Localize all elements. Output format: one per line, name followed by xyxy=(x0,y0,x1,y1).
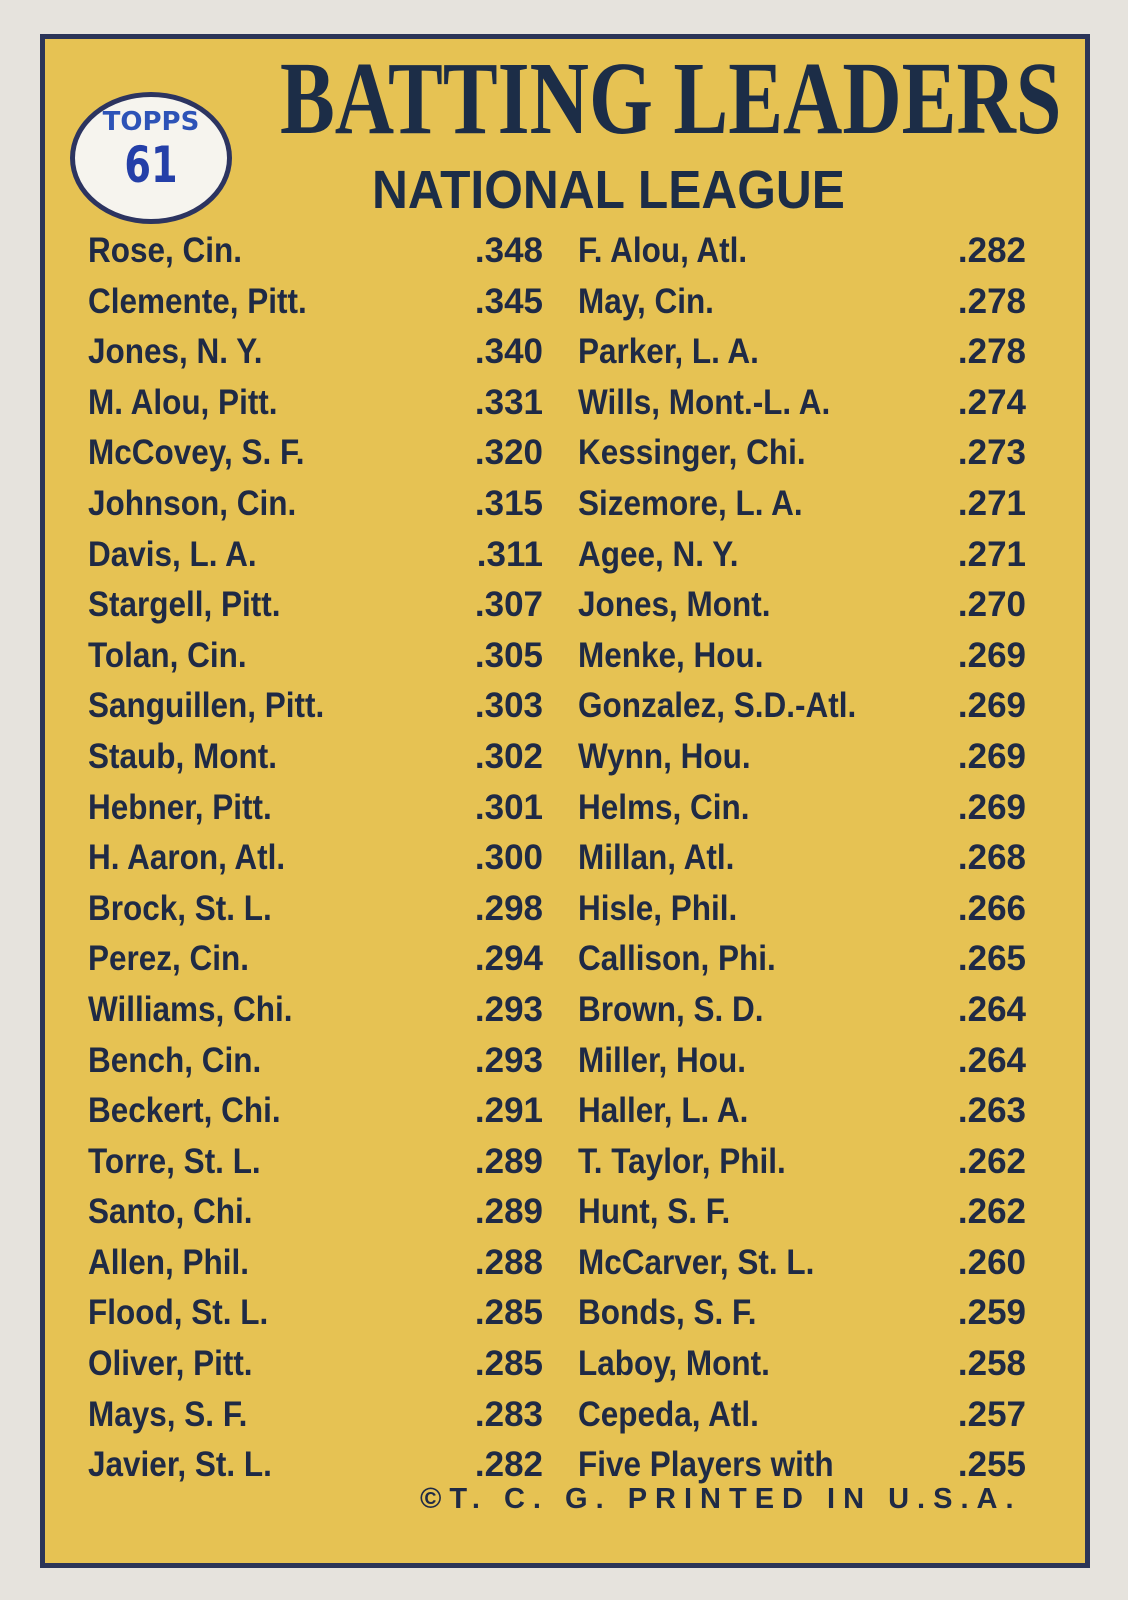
batting-average: .255 xyxy=(957,1445,1026,1485)
batting-average: .265 xyxy=(957,939,1026,979)
batting-average: .263 xyxy=(957,1091,1026,1131)
copyright-footer: ©T. C. G. PRINTED IN U.S.A. xyxy=(420,1483,1022,1515)
player-name: McCarver, St. L. xyxy=(578,1242,815,1282)
player-name: McCovey, S. F. xyxy=(88,433,305,473)
batting-average: .257 xyxy=(957,1394,1026,1434)
player-name: Laboy, Mont. xyxy=(578,1344,770,1384)
player-name: Stargell, Pitt. xyxy=(88,585,281,625)
batting-average: .298 xyxy=(474,888,543,928)
player-name: Cepeda, Atl. xyxy=(578,1394,759,1434)
batting-average: .315 xyxy=(474,483,543,523)
leader-row xyxy=(88,728,543,779)
batting-average: .345 xyxy=(474,281,543,321)
logo-brand-text: TOPPS xyxy=(102,107,200,137)
batting-average: .282 xyxy=(957,231,1026,270)
batting-average: .273 xyxy=(957,433,1026,473)
player-name: Jones, N. Y. xyxy=(88,332,263,372)
batting-average: .320 xyxy=(474,433,543,473)
leader-row xyxy=(578,1284,1026,1335)
leaders-list-right xyxy=(578,222,1026,1487)
player-name: Kessinger, Chi. xyxy=(578,433,806,473)
player-name: Parker, L. A. xyxy=(578,332,759,372)
leader-row xyxy=(578,222,1026,273)
player-name: Hunt, S. F. xyxy=(578,1192,731,1232)
leader-row xyxy=(578,1183,1026,1234)
leader-row xyxy=(88,1284,543,1335)
batting-average: .269 xyxy=(957,787,1026,827)
player-name: Callison, Phi. xyxy=(578,939,776,979)
leader-row xyxy=(88,779,543,830)
batting-average: .289 xyxy=(474,1192,543,1232)
leader-row xyxy=(88,1386,543,1437)
leader-row xyxy=(88,930,543,981)
batting-average: .340 xyxy=(474,332,543,372)
player-name: Menke, Hou. xyxy=(578,635,764,675)
player-name: May, Cin. xyxy=(578,281,714,321)
leader-row xyxy=(88,1082,543,1133)
leader-row xyxy=(578,1032,1026,1083)
player-name: H. Aaron, Atl. xyxy=(88,838,286,878)
player-name: Bonds, S. F. xyxy=(578,1293,757,1333)
leader-row xyxy=(578,424,1026,475)
player-name: Davis, L. A. xyxy=(88,534,257,574)
batting-average: .289 xyxy=(474,1141,543,1181)
batting-average: .305 xyxy=(474,635,543,675)
batting-average: .271 xyxy=(957,483,1026,523)
batting-average: .303 xyxy=(474,686,543,726)
player-name: Torre, St. L. xyxy=(88,1141,261,1181)
player-name: Allen, Phil. xyxy=(88,1242,250,1282)
player-name: Clemente, Pitt. xyxy=(88,281,307,321)
player-name: Wills, Mont.-L. A. xyxy=(578,382,831,422)
leader-row xyxy=(578,273,1026,324)
leader-row xyxy=(88,1335,543,1386)
batting-average: .271 xyxy=(957,534,1026,574)
topps-logo xyxy=(70,92,232,224)
player-name: Oliver, Pitt. xyxy=(88,1344,253,1384)
leader-row xyxy=(88,627,543,678)
leader-row xyxy=(578,1082,1026,1133)
league-subtitle: NATIONAL LEAGUE xyxy=(372,160,845,220)
batting-average: .302 xyxy=(474,736,543,776)
leader-row xyxy=(88,374,543,425)
leader-row xyxy=(578,576,1026,627)
player-name: F. Alou, Atl. xyxy=(578,231,748,270)
leader-row xyxy=(578,728,1026,779)
leader-row xyxy=(88,1032,543,1083)
player-name: Staub, Mont. xyxy=(88,736,277,776)
leader-row xyxy=(578,374,1026,425)
leader-row xyxy=(88,981,543,1032)
leader-row xyxy=(578,526,1026,577)
batting-average: .264 xyxy=(957,1040,1026,1080)
player-name: Rose, Cin. xyxy=(88,231,243,270)
batting-average: .283 xyxy=(474,1394,543,1434)
batting-average: .285 xyxy=(474,1344,543,1384)
leader-row xyxy=(88,829,543,880)
leader-row xyxy=(578,1133,1026,1184)
player-name: T. Taylor, Phil. xyxy=(578,1141,786,1181)
leader-row xyxy=(88,222,543,273)
batting-average: .307 xyxy=(474,585,543,625)
batting-average: .331 xyxy=(474,382,543,422)
batting-average: .301 xyxy=(474,787,543,827)
leader-row xyxy=(578,1386,1026,1437)
player-name: Brown, S. D. xyxy=(578,989,764,1029)
player-name: Hisle, Phil. xyxy=(578,888,738,928)
batting-average: .282 xyxy=(474,1445,543,1485)
player-name: Haller, L. A. xyxy=(578,1091,749,1131)
batting-average: .269 xyxy=(957,736,1026,776)
player-name: Brock, St. L. xyxy=(88,888,272,928)
card-title: BATTING LEADERS xyxy=(280,41,1062,156)
batting-average: .262 xyxy=(957,1192,1026,1232)
player-name: Jones, Mont. xyxy=(578,585,771,625)
leader-row xyxy=(578,677,1026,728)
player-name: Wynn, Hou. xyxy=(578,736,751,776)
player-name: Perez, Cin. xyxy=(88,939,250,979)
player-name: Miller, Hou. xyxy=(578,1040,747,1080)
batting-average: .278 xyxy=(957,332,1026,372)
batting-average: .288 xyxy=(474,1242,543,1282)
batting-average: .264 xyxy=(957,989,1026,1029)
player-name: Johnson, Cin. xyxy=(88,483,297,523)
batting-average: .348 xyxy=(474,231,543,270)
leader-row xyxy=(578,930,1026,981)
player-name: Five Players with xyxy=(578,1445,834,1485)
batting-average: .285 xyxy=(474,1293,543,1333)
leader-row xyxy=(88,475,543,526)
player-name: Beckert, Chi. xyxy=(88,1091,281,1131)
player-name: Tolan, Cin. xyxy=(88,635,247,675)
player-name: M. Alou, Pitt. xyxy=(88,382,278,422)
leader-row xyxy=(88,273,543,324)
leader-row xyxy=(578,880,1026,931)
batting-average: .291 xyxy=(474,1091,543,1131)
player-name: Santo, Chi. xyxy=(88,1192,253,1232)
leader-row xyxy=(578,627,1026,678)
player-name: Sanguillen, Pitt. xyxy=(88,686,325,726)
batting-average: .311 xyxy=(476,534,543,574)
leaders-list-left xyxy=(88,222,543,1487)
player-name: Javier, St. L. xyxy=(88,1445,272,1485)
batting-average: .269 xyxy=(957,635,1026,675)
leader-row xyxy=(88,323,543,374)
player-name: Sizemore, L. A. xyxy=(578,483,803,523)
batting-average: .266 xyxy=(957,888,1026,928)
batting-average: .259 xyxy=(957,1293,1026,1333)
leader-row xyxy=(88,424,543,475)
batting-average: .270 xyxy=(957,585,1026,625)
leader-row xyxy=(88,677,543,728)
player-name: Mays, S. F. xyxy=(88,1394,248,1434)
card-number: 61 xyxy=(124,136,178,194)
batting-average: .294 xyxy=(474,939,543,979)
batting-average: .293 xyxy=(474,1040,543,1080)
leader-row xyxy=(88,1133,543,1184)
player-name: Williams, Chi. xyxy=(88,989,293,1029)
player-name: Gonzalez, S.D.-Atl. xyxy=(578,686,857,726)
player-name: Bench, Cin. xyxy=(88,1040,262,1080)
batting-average: .260 xyxy=(957,1242,1026,1282)
batting-average: .274 xyxy=(957,382,1026,422)
leader-row xyxy=(578,323,1026,374)
leader-row xyxy=(88,526,543,577)
leader-row xyxy=(578,829,1026,880)
batting-average: .258 xyxy=(957,1344,1026,1384)
leader-row xyxy=(578,1234,1026,1285)
player-name: Flood, St. L. xyxy=(88,1293,269,1333)
batting-average: .269 xyxy=(957,686,1026,726)
leader-row xyxy=(88,576,543,627)
batting-average: .268 xyxy=(957,838,1026,878)
leader-row xyxy=(88,1234,543,1285)
leader-row xyxy=(88,1183,543,1234)
batting-average: .262 xyxy=(957,1141,1026,1181)
leader-row xyxy=(578,475,1026,526)
player-name: Helms, Cin. xyxy=(578,787,750,827)
player-name: Agee, N. Y. xyxy=(578,534,739,574)
batting-average: .293 xyxy=(474,989,543,1029)
player-name: Millan, Atl. xyxy=(578,838,735,878)
batting-average: .278 xyxy=(957,281,1026,321)
batting-average: .300 xyxy=(474,838,543,878)
player-name: Hebner, Pitt. xyxy=(88,787,272,827)
leader-row xyxy=(578,1335,1026,1386)
leader-row xyxy=(88,880,543,931)
leader-row xyxy=(578,981,1026,1032)
leader-row xyxy=(578,779,1026,830)
